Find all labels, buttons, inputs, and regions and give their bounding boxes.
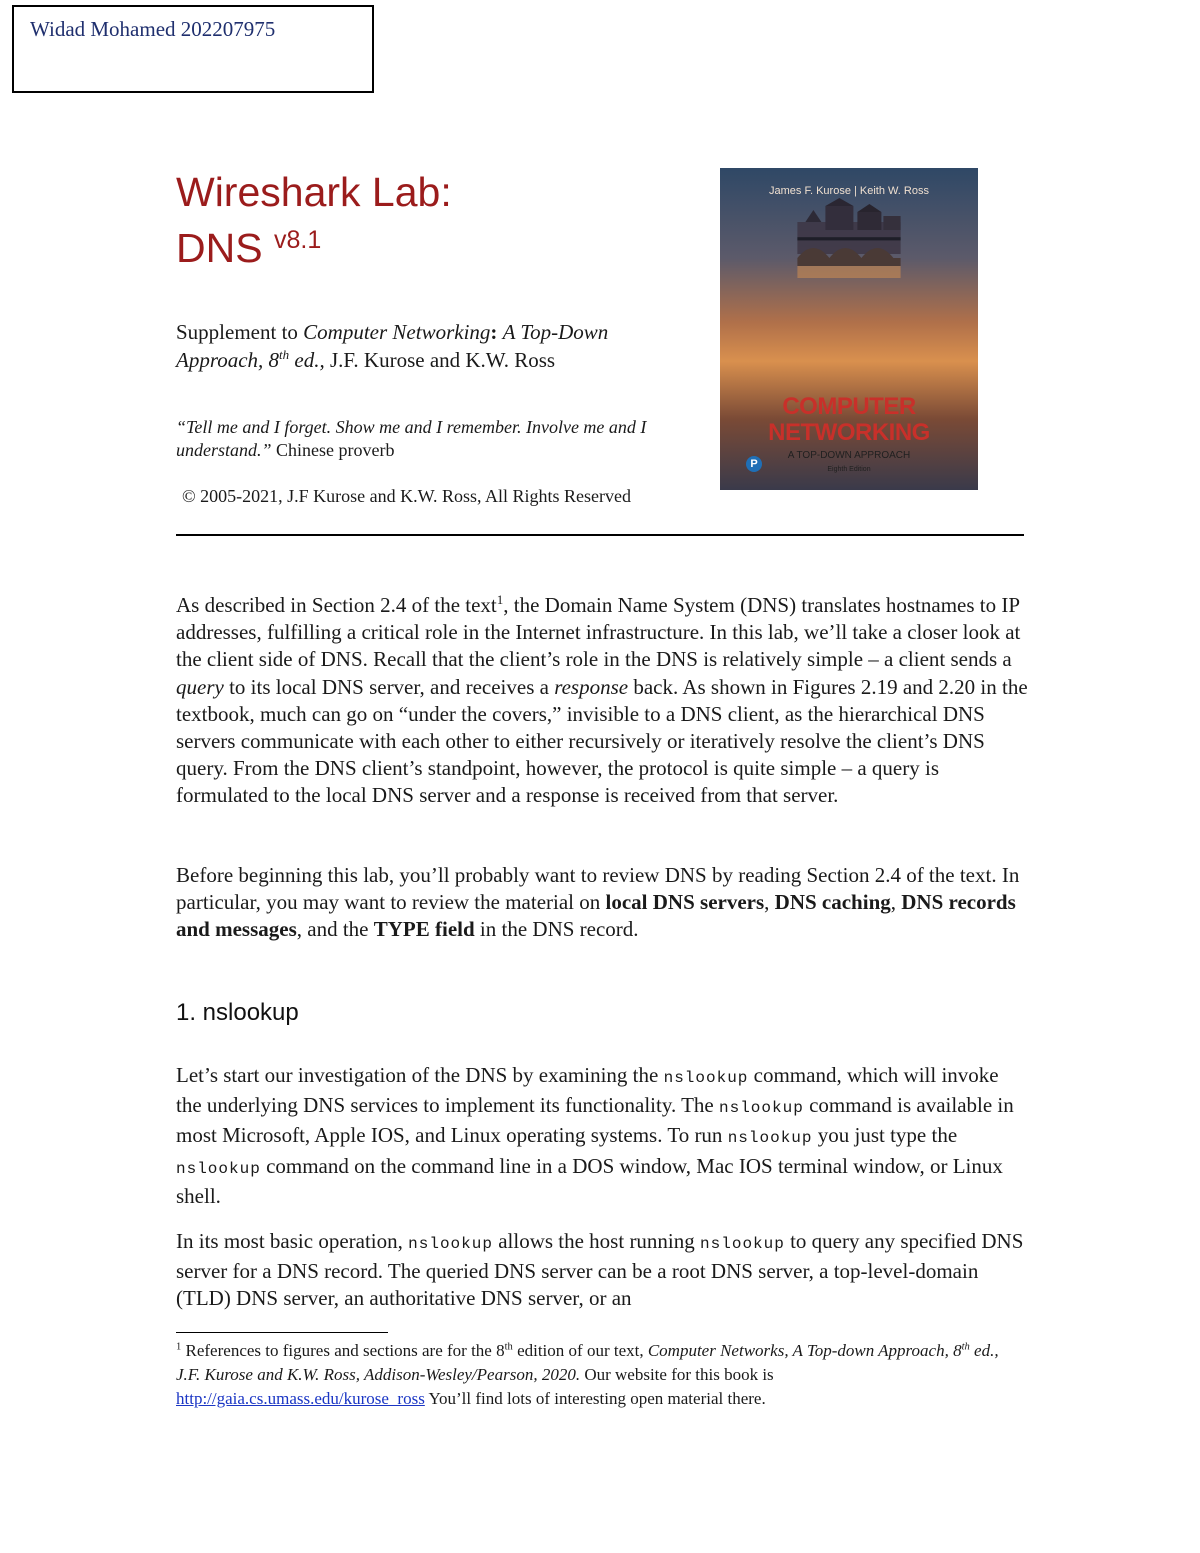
inline-code: nslookup <box>719 1099 804 1118</box>
website-link[interactable]: http://gaia.cs.umass.edu/kurose_ross <box>176 1389 425 1408</box>
nslookup-paragraph-1: Let’s start our investigation of the DNS by examining the nslookup command, which will invoke the underlying DNS services to implement its functionality. The nslookup command is available in most Microsoft, Apple IOS, and Linux operating systems. To run nslookup you just type the nslookup command on the command line in a DOS window, Mac IOS terminal window, or Linux shell. <box>176 1063 1014 1208</box>
cover-title-line1: COMPUTER <box>782 393 916 420</box>
cover-authors: James F. Kurose | Keith W. Ross <box>769 185 929 197</box>
cover-subtitle: A TOP-DOWN APPROACH <box>787 450 911 461</box>
inline-code: nslookup <box>727 1129 813 1148</box>
document-title <box>176 168 452 272</box>
cover-title-line2: NETWORKING <box>768 419 930 446</box>
footnote-divider <box>176 1332 388 1333</box>
supplement-note: Supplement to Computer Networking: A Top-Down Approach, 8th ed., J.F. Kurose and K.W. Ross <box>176 320 609 372</box>
inline-code: nslookup <box>663 1069 749 1087</box>
student-name: Widad Mohamed 202207975 <box>30 17 276 41</box>
proverb-quote: “Tell me and I forget. Show me and I remember. Involve me and I understand.” Chinese proverb <box>176 417 647 460</box>
name-box <box>12 5 374 93</box>
inline-code: nslookup <box>176 1159 261 1178</box>
title-line2: DNS $^{v8.1}$ <box>176 225 322 271</box>
intro-paragraph-2: Before beginning this lab, you’ll probably want to review DNS by reading Section 2.4 of the text. In particular, you may want to review the material on local DNS servers, DNS caching, DNS records and messages, and the TYPE field in the DNS record. <box>176 863 1020 942</box>
title-line1: Wireshark Lab: <box>176 169 452 215</box>
inline-code: nslookup <box>700 1235 785 1253</box>
header-divider <box>176 534 1024 536</box>
section-heading-nslookup: 1. nslookup <box>176 999 299 1026</box>
inline-code: nslookup <box>408 1235 493 1253</box>
copyright-notice: © 2005-2021, J.F Kurose and K.W. Ross, All Rights Reserved <box>182 486 632 506</box>
cover-illustration <box>720 198 978 278</box>
pearson-icon: P <box>746 456 762 472</box>
version-label: v8.1 <box>273 226 322 254</box>
cover-edition: Eighth Edition <box>827 466 871 473</box>
footnote-number: 1 <box>176 1341 182 1353</box>
book-cover-image <box>720 168 978 490</box>
nslookup-paragraph-2: In its most basic operation, nslookup allows the host running nslookup to query any specified DNS server for a DNS record. The queried DNS server can be a root DNS server, a top-level-domain (TLD) DNS server, an authoritative DNS server, or an <box>176 1229 1024 1311</box>
footnote: $^1$ References to figures and sections are for the 8th edition of our text, Computer Networks, A Top-down Approach, 8th ed., J.F. Kurose and K.W. Ross, Addison-Wesley/Pearson, 2020. Our website for this book is http://gaia.cs.umass.edu/kurose_ross You’ll find lots of interesting open material there. <box>176 1341 999 1408</box>
intro-paragraph-1: As described in Section 2.4 of the text$^1$, the Domain Name System (DNS) translates hostnames to IP addresses, fulfilling a critical role in the Internet infrastructure. In this lab, we’ll take a closer look at the client side of DNS. Recall that the client’s role in the DNS is relatively simple – a client sends a query to its local DNS server, and receives a response back. As shown in Figures 2.19 and 2.20 in the textbook, much can go on “under the covers,” invisible to a DNS client, as the hierarchical DNS servers communicate with each other to either recursively or iteratively resolve the client’s DNS query. From the DNS client’s standpoint, however, the protocol is quite simple – a query is formulated to the local DNS server and a response is received from that server. <box>176 592 1028 808</box>
